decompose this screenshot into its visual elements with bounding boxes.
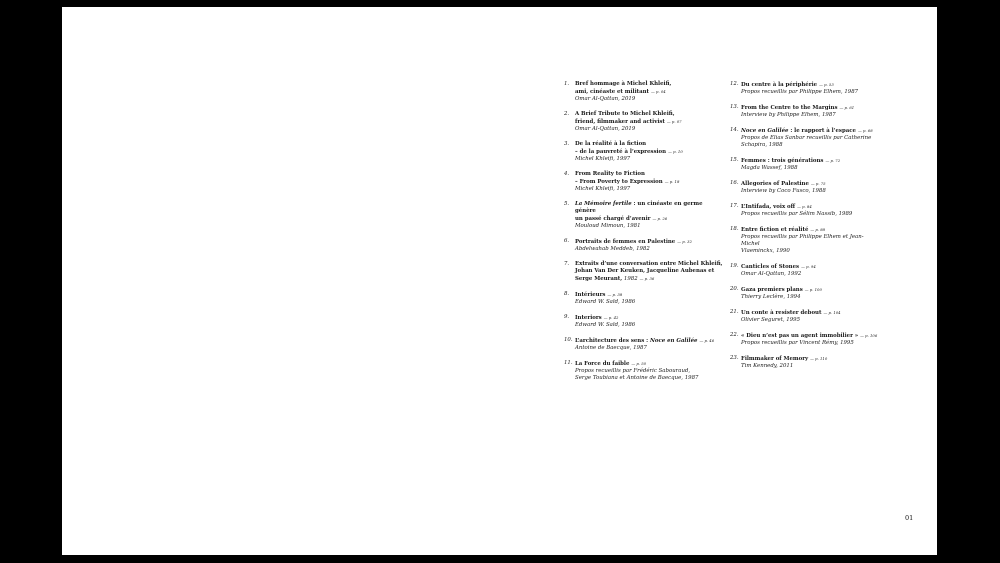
entry-title-text: De la réalité à la fiction – de la pauvreté à l’expression bbox=[575, 141, 667, 155]
entry-title bbox=[741, 309, 880, 317]
entry-title-text: Femmes : trois générations bbox=[741, 158, 824, 164]
toc-entry bbox=[730, 286, 880, 301]
entry-number: 20. bbox=[730, 286, 739, 292]
toc-entry bbox=[730, 263, 880, 278]
entry-title bbox=[575, 314, 724, 322]
entry-author: Michel Khleifi, 1997 bbox=[575, 156, 631, 162]
toc-entry bbox=[730, 332, 880, 347]
entry-number: 1. bbox=[564, 81, 570, 87]
entry-author: Tim Kennedy, 2011 bbox=[741, 363, 794, 369]
entry-page-ref: — p. 84 bbox=[797, 204, 812, 209]
toc-entry bbox=[730, 81, 880, 96]
entry-page-ref: — p. 18 bbox=[664, 179, 680, 184]
entry-number: 12. bbox=[730, 81, 739, 87]
entry-title-text: Portraits de femmes en Palestine bbox=[575, 239, 676, 245]
entry-title bbox=[741, 286, 880, 294]
entry-author: Mouloud Mimoun, 1981 bbox=[575, 223, 641, 229]
entry-number: 6. bbox=[564, 238, 570, 244]
toc-entry bbox=[564, 171, 724, 193]
entry-number: 8. bbox=[564, 291, 570, 297]
entry-author: Omar Al-Qattan, 2019 bbox=[575, 126, 636, 132]
entry-title-text: La Force du faible bbox=[575, 361, 630, 367]
entry-title bbox=[575, 171, 724, 186]
entry-page-ref: — p. 26 bbox=[652, 216, 668, 221]
entry-number: 22. bbox=[730, 332, 739, 338]
entry-title-text: « Dieu n’est pas un agent immobilier » bbox=[741, 333, 859, 339]
entry-page-ref: — p. 32 bbox=[677, 239, 692, 244]
entry-page-ref: — p. 07 bbox=[666, 119, 682, 124]
toc-column-right bbox=[730, 81, 880, 378]
entry-number: 21. bbox=[730, 309, 739, 315]
entry-title-text: : un cinéaste en germe génère un passé chargé d’avenir bbox=[575, 201, 703, 222]
entry-author: Antoine de Baecque, 1987 bbox=[575, 345, 647, 351]
entry-page-ref: — p. 104 bbox=[823, 310, 841, 315]
entry-author: Omar Al-Qattan, 1992 bbox=[741, 271, 802, 277]
entry-page-ref: — p. 94 bbox=[801, 264, 816, 269]
entry-page-ref: — p. 110 bbox=[810, 356, 828, 361]
entry-number: 3. bbox=[564, 141, 570, 147]
entry-title-text: Intérieurs bbox=[575, 292, 606, 298]
entry-number: 15. bbox=[730, 157, 739, 163]
entry-author: Michel Khleifi, 1997 bbox=[575, 186, 631, 192]
toc-entry bbox=[564, 81, 724, 103]
entry-page-ref: — p. 04 bbox=[651, 89, 666, 94]
entry-title bbox=[741, 180, 880, 188]
entry-title-text: L’architecture des sens : bbox=[575, 338, 650, 344]
entry-author: Edward W. Saïd, 1986 bbox=[575, 299, 636, 305]
entry-title-text: Gaza premiers plans bbox=[741, 287, 803, 293]
toc-entry bbox=[730, 226, 880, 255]
entry-title-text: Un conte à resister debout bbox=[741, 310, 822, 316]
entry-title-text: : le rapport à l’espace bbox=[788, 128, 856, 134]
entry-number: 18. bbox=[730, 226, 739, 232]
toc-entry bbox=[730, 355, 880, 370]
entry-title bbox=[741, 81, 880, 89]
entry-author: Magda Wassef, 1988 bbox=[741, 165, 798, 171]
entry-title-text: A Brief Tribute to Michel Khleifi, friend, filmmaker and activist bbox=[575, 111, 675, 125]
toc-entry bbox=[730, 157, 880, 172]
entry-author: Abdelwahab Meddeb, 1982 bbox=[575, 246, 650, 252]
entry-title-text: Filmmaker of Memory bbox=[741, 356, 809, 362]
entry-number: 19. bbox=[730, 263, 739, 269]
entry-page-ref: — p. 42 bbox=[603, 315, 619, 320]
entry-author: Olivier Seguret, 1995 bbox=[741, 317, 801, 323]
entry-title-text: Interiors bbox=[575, 315, 602, 321]
toc-entry bbox=[564, 360, 724, 382]
entry-title-italic: Noce en Galilée bbox=[650, 338, 698, 344]
entry-title-italic: Noce en Galilée bbox=[741, 128, 789, 134]
toc-entry bbox=[564, 141, 724, 163]
entry-title bbox=[741, 104, 880, 112]
entry-author: Thierry Leclère, 1994 bbox=[741, 294, 801, 300]
document-page bbox=[62, 7, 937, 555]
entry-title-text: Entre fiction et réalité bbox=[741, 227, 809, 233]
entry-number: 2. bbox=[564, 111, 570, 117]
entry-title bbox=[575, 201, 724, 223]
entry-number: 13. bbox=[730, 104, 739, 110]
entry-title-year: 1982 bbox=[622, 276, 638, 282]
entry-number: 10. bbox=[564, 337, 573, 343]
entry-page-ref: — p. 100 bbox=[804, 287, 822, 292]
entry-number: 23. bbox=[730, 355, 739, 361]
entry-page-ref: — p. 50 bbox=[631, 361, 647, 366]
toc-entry bbox=[564, 238, 724, 253]
entry-title bbox=[575, 291, 724, 299]
entry-title bbox=[741, 127, 880, 135]
entry-title bbox=[575, 360, 724, 368]
entry-title bbox=[741, 226, 880, 234]
toc-entry bbox=[730, 309, 880, 324]
entry-number: 7. bbox=[564, 261, 570, 267]
entry-author: Propos recueillis par Frédéric Sabouraud, Serge Toubiana et Antoine de Baecque, 1987 bbox=[575, 368, 699, 381]
toc-entry bbox=[564, 261, 724, 283]
entry-title bbox=[575, 81, 724, 96]
entry-number: 11. bbox=[564, 360, 573, 366]
page-number: 01 bbox=[905, 514, 914, 522]
entry-title bbox=[741, 157, 880, 165]
entry-number: 4. bbox=[564, 171, 570, 177]
entry-author: Interview by Philippe Elhem, 1987 bbox=[741, 112, 836, 118]
entry-number: 5. bbox=[564, 201, 570, 207]
entry-title bbox=[575, 261, 724, 283]
toc-entry bbox=[564, 201, 724, 230]
entry-title bbox=[575, 141, 724, 156]
entry-number: 14. bbox=[730, 127, 739, 133]
entry-number: 16. bbox=[730, 180, 739, 186]
entry-page-ref: — p. 61 bbox=[839, 105, 855, 110]
toc-column-left bbox=[564, 81, 724, 390]
toc-entry bbox=[564, 314, 724, 329]
entry-title bbox=[575, 238, 724, 246]
entry-author: Propos recueillis par Vincent Rémy, 1995 bbox=[741, 340, 854, 346]
toc-entry bbox=[730, 127, 880, 149]
toc-entry bbox=[730, 180, 880, 195]
entry-title-text: From Reality to Fiction – From Poverty to Expression bbox=[575, 171, 663, 185]
entry-title bbox=[741, 355, 880, 363]
entry-page-ref: — p. 38 bbox=[607, 292, 623, 297]
entry-title-text: Allegories of Palestine bbox=[741, 181, 809, 187]
entry-title bbox=[741, 332, 880, 340]
entry-number: 9. bbox=[564, 314, 570, 320]
entry-page-ref: — p. 36 bbox=[639, 276, 655, 281]
entry-page-ref: — p. 106 bbox=[860, 333, 878, 338]
entry-page-ref: — p. 68 bbox=[857, 128, 873, 133]
entry-title bbox=[741, 203, 880, 211]
entry-title-text: Extraits d’une conversation entre Michel Khleifi, Johan Van Der Keuken, Jacqueline Aubenas et Serge Meurant, bbox=[575, 261, 723, 282]
toc-entry bbox=[730, 104, 880, 119]
entry-page-ref: — p. 46 bbox=[699, 338, 715, 343]
entry-author: Edward W. Saïd, 1986 bbox=[575, 322, 636, 328]
entry-author: Propos recueillis par Philippe Elhem, 1987 bbox=[741, 89, 859, 95]
entry-author: Propos recueillis par Sélim Nassib, 1989 bbox=[741, 211, 853, 217]
entry-page-ref: — p. 75 bbox=[810, 181, 826, 186]
toc-entry bbox=[730, 203, 880, 218]
entry-title-text: Canticles of Stones bbox=[741, 264, 800, 270]
entry-author: Propos de Elias Sanbar recueillis par Catherine Schapira, 1988 bbox=[741, 135, 872, 148]
entry-author: Omar Al-Qattan, 2019 bbox=[575, 96, 636, 102]
entry-number: 17. bbox=[730, 203, 739, 209]
entry-title bbox=[575, 337, 724, 345]
entry-title-text: Bref hommage à Michel Khleifi, ami, cinéaste et militant bbox=[575, 81, 672, 95]
entry-author: Interview by Coco Fusco, 1988 bbox=[741, 188, 826, 194]
entry-page-ref: — p. 88 bbox=[810, 227, 826, 232]
entry-page-ref: — p. 53 bbox=[819, 82, 834, 87]
entry-title-italic: La Mémoire fertile bbox=[575, 201, 632, 207]
entry-author: Propos recueillis par Philippe Elhem et Jean-Michel Vlaeminckx, 1990 bbox=[741, 234, 864, 254]
entry-title bbox=[741, 263, 880, 271]
entry-page-ref: — p. 10 bbox=[668, 149, 683, 154]
toc-entry bbox=[564, 337, 724, 352]
entry-title-text: Du centre à la périphérie bbox=[741, 82, 818, 88]
entry-title-text: L’Intifada, voix off bbox=[741, 204, 796, 210]
entry-title-text: From the Centre to the Margins bbox=[741, 105, 838, 111]
toc-entry bbox=[564, 111, 724, 133]
entry-page-ref: — p. 72 bbox=[825, 158, 841, 163]
toc-entry bbox=[564, 291, 724, 306]
entry-title bbox=[575, 111, 724, 126]
